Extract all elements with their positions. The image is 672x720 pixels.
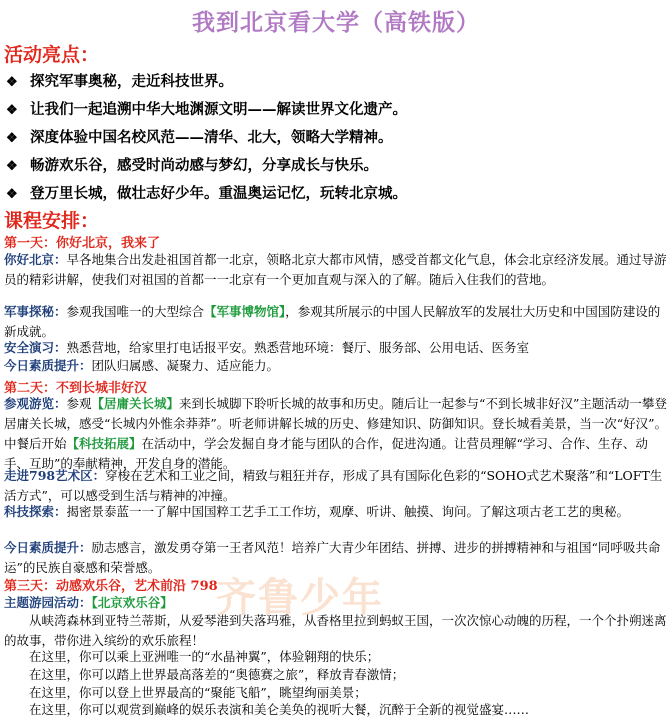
day3-paragraph-intro: 从峡湾森林到亚特兰蒂斯，从爱琴港到失落玛雅，从香格里拉到蚂蚁王国，一次次惊心动魄的历程，一个个扑朔迷离的故事，带你进入缤纷的欢乐旅程！	[4, 613, 667, 648]
day2-paragraph-science: 科技探索：揭密景泰蓝一一了解中国国粹工艺手工工作坊，观摩、听讲、触摸、询问。了解这项古老工艺的奥秘。	[4, 504, 630, 519]
highlight-item: ❖ 畅游欢乐谷，感受时尚动感与梦幻，分享成长与快乐。	[6, 157, 378, 174]
day1-paragraph-military: 军事探秘：参观我国唯一的大型综合【军事博物馆】，参观其所展示的中国人民解放军的发展壮大历史和中国国防建设的新成就。	[4, 304, 661, 339]
highlight-item: ❖ 登万里长城，做壮志好少年。重温奥运记忆，玩转北京城。	[6, 185, 407, 202]
day1-paragraph-quality: 今日素质提升：团队归属感、凝聚力、适应能力。	[4, 358, 280, 373]
day3-paragraph-theme: 主题游园活动：【北京欢乐谷】	[4, 595, 173, 610]
highlights-heading: 活动亮点：	[4, 44, 100, 66]
diamond-bullet-icon: ❖	[6, 131, 18, 146]
diamond-bullet-icon: ❖	[6, 159, 18, 174]
day1-title: 第一天：你好北京，我来了	[4, 236, 161, 251]
diamond-bullet-icon: ❖	[6, 103, 18, 118]
day3-line: 在这里，你可以乘上亚洲唯一的“水晶神翼”，体验翱翔的快乐；	[29, 649, 380, 664]
schedule-heading: 课程安排：	[4, 210, 100, 232]
diamond-bullet-icon: ❖	[6, 187, 18, 202]
day1-paragraph-safety: 安全演习：熟悉营地，给家里打电话报平安。熟悉营地环境：餐厅、服务部、公用电话、医务室	[4, 340, 530, 355]
day3-line: 在这里，你可以登上世界最高的“聚能飞船”，眺望绚丽美景；	[29, 685, 367, 700]
highlight-item: ❖ 深度体验中国名校风范——清华、北大，领略大学精神。	[6, 129, 393, 146]
day3-title: 第三天：动感欢乐谷，艺术前沿 798	[4, 579, 218, 594]
day3-line: 在这里，你可以踏上世界最高落差的“奥德赛之旅”，释放青春激情；	[29, 667, 405, 682]
day2-paragraph-greatwall: 参观游览：参观【居庸关长城】来到长城脚下聆听长城的故事和历史。随后让一起参与“不到长城非好汉”主题活动一攀登居庸关长城，感受“长城内外惟余莽莽”。听老师讲解长城的历史、修建知识、防御知识。登长城看美景，当一次“好汉”。 中餐后开始【科技拓展】在活动中，学会发掘自身才能与团队的合作，促进沟通。让营员理解“学习、合作、生存、动手、互助”的奉献精神，开发自身的潜能。	[4, 396, 668, 471]
day2-title: 第二天：不到长城非好汉	[4, 381, 148, 396]
day1-paragraph-arrival: 你好北京：早各地集合出发赴祖国首都一北京，领略北京大都市风情，感受首都文化气息，体会北京经济发展。通过导游员的精彩讲解，使我们对祖国的首都一一北京有一个更加直观与深入的了解。随后入住我们的营地。	[4, 252, 667, 287]
highlight-item: ❖ 让我们一起追溯中华大地渊源文明——解读世界文化遗产。	[6, 101, 407, 118]
watermark-logo: 齐鲁少年	[216, 574, 384, 621]
day3-line: 在这里，你可以观赏到巅峰的娱乐表演和美仑美奂的视听大餐，沉醉于全新的视觉盛宴……	[29, 702, 530, 717]
diamond-bullet-icon: ❖	[6, 75, 18, 90]
highlight-item: ❖ 探究军事奥秘，走近科技世界。	[6, 73, 233, 90]
day2-paragraph-quality: 今日素质提升：励志感言，激发勇夺第一王者风范！培养广大青少年团结、拼搏、进步的拼搏精神和与祖国“同呼吸共命运”的民族自豪感和荣誉感。	[4, 540, 661, 575]
page-title: 我到北京看大学（高铁版）	[192, 9, 480, 36]
day2-paragraph-798: 走进798艺术区：穿梭在艺术和工业之间，精致与粗狂并存，形成了具有国际化色彩的“SOHO式艺术聚落”和“LOFT生活方式”，可以感受到生活与精神的冲撞。	[4, 468, 663, 503]
